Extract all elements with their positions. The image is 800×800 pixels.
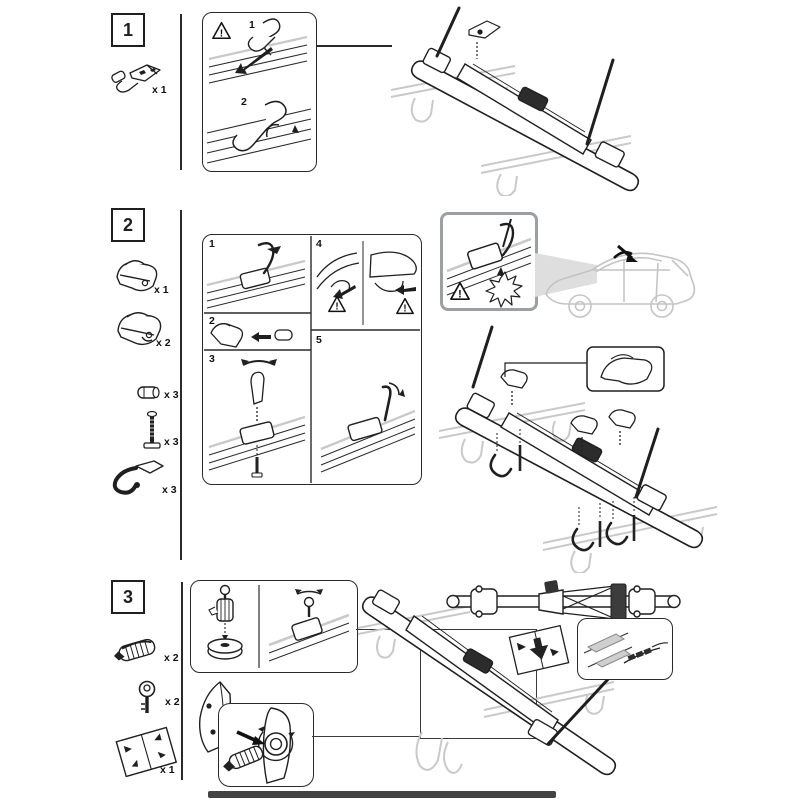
part-lock-cylinder-icon: [113, 630, 165, 666]
part-qty-label: x 2: [165, 696, 180, 708]
warning-icon: [211, 21, 232, 40]
car-illustration: [540, 230, 698, 334]
substep-label: 5: [316, 334, 322, 346]
inset-closeup-box: [505, 347, 664, 391]
rack-top-view-illustration: [443, 580, 683, 622]
part-qty-label: x 1: [160, 764, 175, 776]
strap-pads-illustration: [578, 619, 672, 679]
step-3-key-illustration: [191, 581, 357, 672]
part-key-icon: [131, 680, 165, 718]
step-2-panel-illustration: [203, 235, 421, 484]
step-2-panel: [202, 234, 422, 485]
part-qty-label: x 3: [164, 436, 179, 448]
strap-pads-panel: [577, 618, 673, 680]
rack-on-roofbars-illustration: [373, 2, 735, 196]
svg-text:!: !: [403, 303, 407, 315]
part-qty-label: x 3: [164, 389, 179, 401]
svg-text:!: !: [335, 301, 339, 313]
part-qty-label: x 2: [164, 652, 179, 664]
substep-label: 1: [209, 238, 215, 250]
substep-label: 2: [241, 96, 247, 108]
sticker-apply-illustration: [506, 622, 572, 678]
step-1-number-box: [111, 13, 145, 47]
substep-label: 4: [316, 238, 322, 250]
click-starburst-icon: [486, 272, 522, 307]
step-1-panel: [202, 12, 317, 172]
part-u-hook-icon: [110, 456, 166, 496]
part-qty-label: x 1: [154, 284, 169, 296]
svg-text:!: !: [458, 288, 462, 301]
rack-exploded-illustration: [425, 325, 775, 573]
section-divider: [180, 14, 182, 170]
step-1-number: 1: [122, 19, 133, 40]
step-2-number-box: [111, 208, 145, 242]
step-3-number: 3: [122, 586, 133, 607]
warning-icon: [327, 295, 347, 313]
section-divider: [180, 210, 182, 560]
bottom-bar: [208, 791, 556, 798]
step-3-key-panel: [190, 580, 358, 673]
part-bolt-icon: [142, 410, 162, 452]
svg-text:!: !: [219, 28, 224, 40]
click-warning-panel: [440, 212, 538, 311]
step-2-number: 2: [122, 214, 133, 235]
substep-label: 2: [209, 315, 215, 327]
step-3-number-box: [111, 580, 145, 614]
warning-icon: [395, 297, 415, 315]
part-spacer-sleeve-icon: [136, 384, 162, 401]
lock-insert-panel: [218, 703, 314, 787]
part-qty-label: x 2: [156, 337, 171, 349]
warning-icon: [449, 281, 471, 301]
lock-insert-illustration: [219, 704, 313, 786]
part-qty-label: x 1: [152, 84, 167, 96]
substep-label: 1: [249, 19, 255, 31]
part-qty-label: x 3: [162, 484, 177, 496]
substep-label: 3: [209, 353, 215, 365]
section-divider: [181, 582, 183, 780]
